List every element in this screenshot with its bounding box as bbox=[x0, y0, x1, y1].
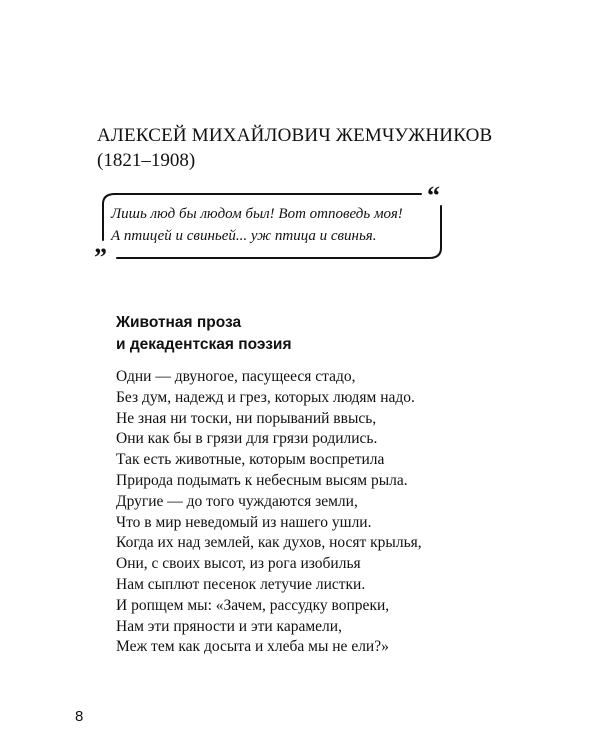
poem-line: Нам эти пряности и эти карамели, bbox=[116, 617, 342, 635]
poem-line: Когда их над землей, как духов, носят крылья, bbox=[116, 534, 422, 552]
poem-line: Они как бы в грязи для грязи родились. bbox=[116, 430, 378, 448]
poem-line: Что в мир неведомый из нашего ушли. bbox=[116, 513, 372, 531]
poem-line: Меж тем как досыта и хлеба мы не ели?» bbox=[116, 638, 389, 656]
epigraph-text bbox=[111, 203, 403, 247]
poem-line: Без дум, надежд и грез, которых людям надо. bbox=[116, 388, 415, 406]
poem-line: Другие — до того чуждаются земли, bbox=[116, 492, 358, 510]
author-name: АЛЕКСЕЙ МИХАЙЛОВИЧ ЖЕМЧУЖНИКОВ bbox=[97, 125, 493, 146]
poem-line: Нам сыплют песенок летучие листки. bbox=[116, 575, 366, 593]
poem-line: Они, с своих высот, из рога изобилья bbox=[116, 555, 361, 573]
poem-title-line: Животная проза bbox=[116, 314, 242, 331]
poem-body bbox=[116, 367, 422, 658]
poem-line: Так есть животные, которым воспретила bbox=[116, 451, 385, 469]
epigraph-line: Лишь люд бы людом был! Вот отповедь моя! bbox=[111, 206, 403, 222]
poem-line: Одни — двуногое, пасущееся стадо, bbox=[116, 368, 356, 385]
epigraph-box bbox=[94, 181, 445, 272]
author-years: (1821–1908) bbox=[97, 150, 196, 171]
epigraph-line: А птицей и свиньей... уж птица и свинья. bbox=[111, 228, 377, 244]
poem-line: Не зная ни тоски, ни порываний ввысь, bbox=[116, 409, 377, 427]
poem-title-line: и декадентская поэзия bbox=[116, 336, 292, 353]
poem-title bbox=[116, 312, 422, 356]
close-quote-mark: ” bbox=[94, 243, 107, 272]
author-heading bbox=[97, 124, 492, 174]
poem-line: Природа подымать к небесным высям рыла. bbox=[116, 471, 408, 489]
poem-line: И ропщем мы: «Зачем, рассудку вопреки, bbox=[116, 596, 390, 614]
open-quote-mark: “ bbox=[427, 181, 440, 210]
poem bbox=[116, 312, 422, 658]
page-number: 8 bbox=[75, 708, 84, 725]
